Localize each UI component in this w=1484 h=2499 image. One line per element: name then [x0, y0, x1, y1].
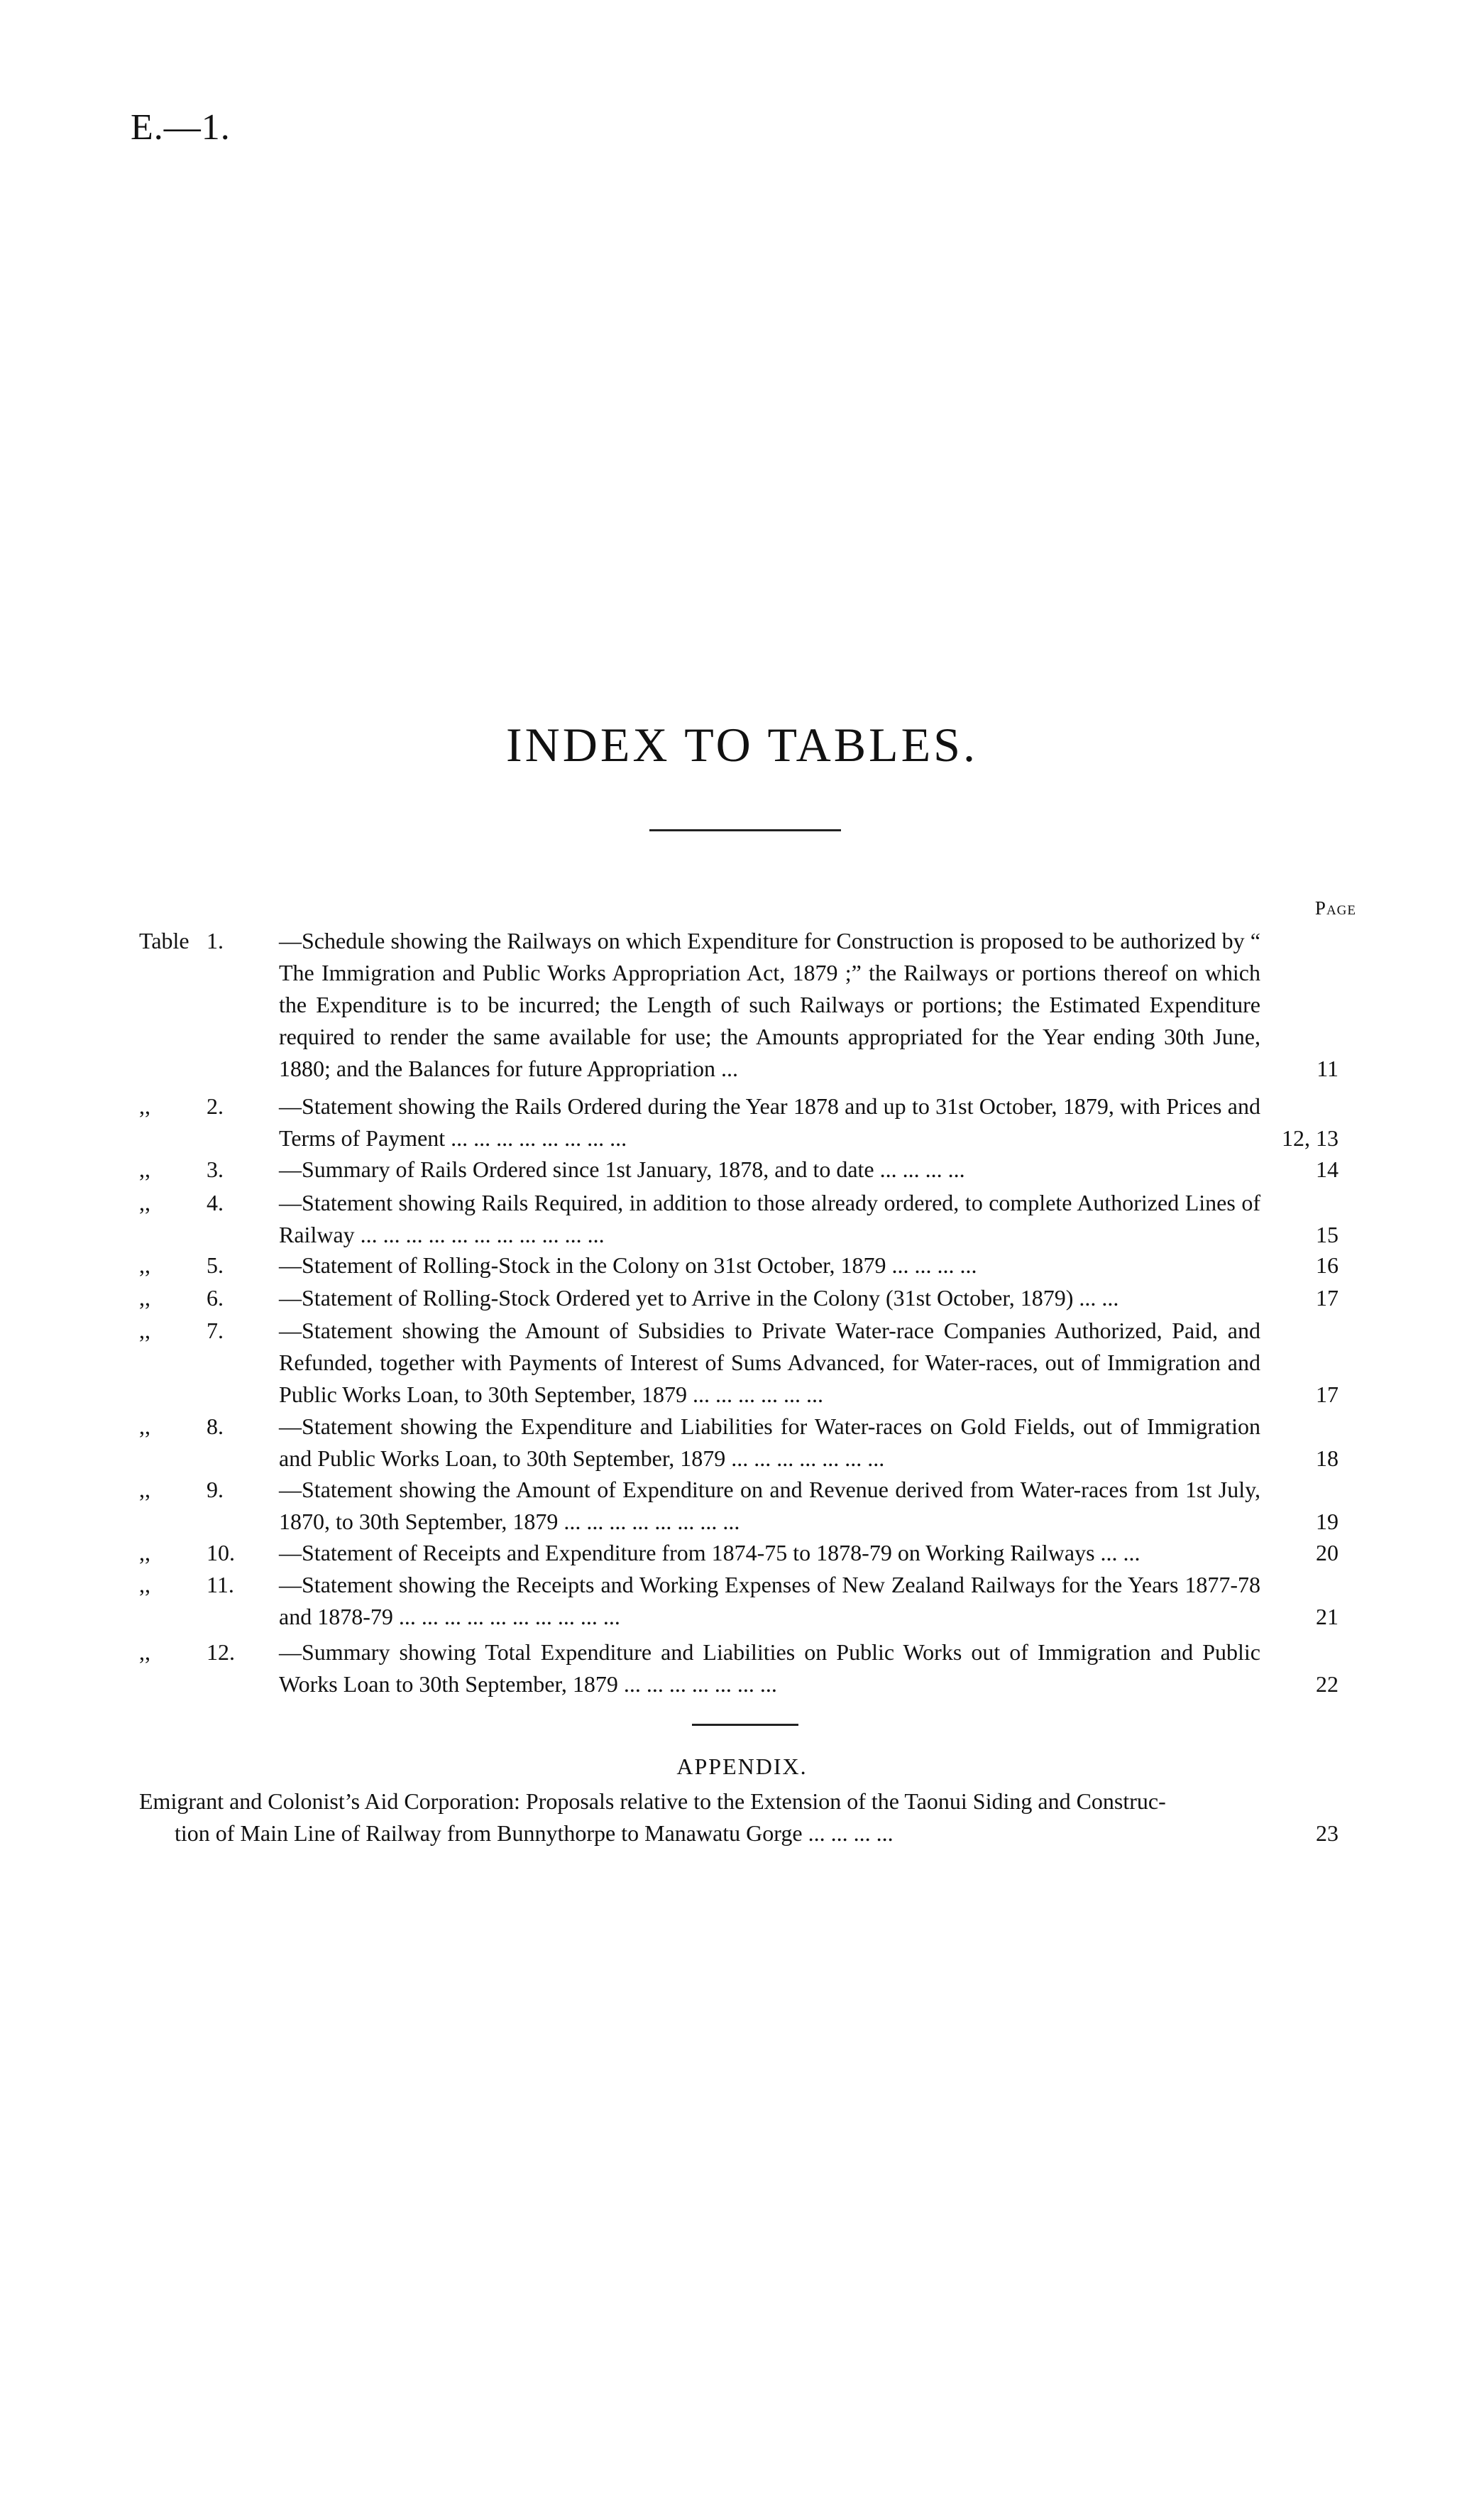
entry-prefix: Table	[139, 928, 189, 953]
entry-page: 22	[1316, 1671, 1339, 1697]
entry-description: —Statement showing Rails Required, in addition to those already ordered, to complete Authorized Lines of Railway ... ... ... ... ... ... ... ... ... ... ...	[279, 1190, 1260, 1247]
entry-page: 17	[1316, 1285, 1339, 1311]
table-entry-3	[139, 1154, 1339, 1186]
entry-number: 10.	[207, 1540, 235, 1565]
entry-prefix: ,,	[139, 1572, 150, 1597]
table-entry-1	[139, 925, 1339, 1085]
appendix-line-1: Emigrant and Colonist’s Aid Corporation: Proposals relative to the Extension of the Taonui Siding and Construc-	[139, 1788, 1166, 1814]
entry-prefix: ,,	[139, 1639, 150, 1665]
entry-description: —Statement showing the Expenditure and Liabilities for Water-races on Gold Fields, out of Immigration and Public Works Loan, to 30th September, 1879 ... ... ... ... ... ... ...	[279, 1413, 1260, 1471]
appendix-entry	[139, 1786, 1339, 1849]
entry-page: 20	[1316, 1540, 1339, 1565]
entry-page: 19	[1316, 1509, 1339, 1534]
entry-number: 4.	[207, 1190, 224, 1215]
entry-number: 12.	[207, 1639, 235, 1665]
entry-page: 15	[1316, 1222, 1339, 1247]
entry-description: —Statement showing the Amount of Subsidies to Private Water-race Companies Authorized, Paid, and Refunded, together with Payments of Interest of Sums Advanced, for Water-races, out of Immigration and Public Works Loan, to 30th September, 1879 ... ... ... ... ... ...	[279, 1318, 1260, 1407]
entry-number: 6.	[207, 1285, 224, 1311]
section-divider	[692, 1724, 798, 1726]
table-entry-11	[139, 1569, 1339, 1633]
entry-number: 5.	[207, 1252, 224, 1278]
entry-description: —Summary showing Total Expenditure and Liabilities on Public Works out of Immigration and Public Works Loan to 30th September, 1879 ... ... ... ... ... ... ...	[279, 1639, 1260, 1697]
entry-page: 21	[1316, 1604, 1339, 1629]
entry-description: —Statement showing the Amount of Expenditure on and Revenue derived from Water-races from 1st July, 1870, to 30th September, 1879 ... ... ... ... ... ... ... ...	[279, 1477, 1260, 1534]
table-entry-7	[139, 1315, 1339, 1411]
entry-page: 11	[1317, 1056, 1339, 1081]
entry-prefix: ,,	[139, 1413, 150, 1439]
entry-prefix: ,,	[139, 1285, 150, 1311]
document-reference: E.—1.	[131, 107, 231, 148]
entry-prefix: ,,	[139, 1190, 150, 1215]
table-entry-5	[139, 1250, 1339, 1281]
entry-description: —Statement showing the Receipts and Working Expenses of New Zealand Railways for the Years 1877-78 and 1878-79 ... ... ... ... ... ... ... ... ... ...	[279, 1572, 1260, 1629]
entry-number: 3.	[207, 1156, 224, 1182]
table-entry-12	[139, 1636, 1339, 1700]
entry-page: 12, 13	[1282, 1125, 1339, 1151]
entry-description: —Statement of Receipts and Expenditure from 1874-75 to 1878-79 on Working Railways ... ...	[279, 1540, 1141, 1565]
entry-description: —Statement of Rolling-Stock in the Colony on 31st October, 1879 ... ... ... ...	[279, 1252, 977, 1278]
entry-description: —Statement showing the Rails Ordered during the Year 1878 and up to 31st October, 1879, with Prices and Terms of Payment ... ... ... ... ... ... ... ...	[279, 1093, 1260, 1151]
page-column-heading: Page	[1314, 897, 1356, 919]
entry-prefix: ,,	[139, 1252, 150, 1278]
entry-number: 7.	[207, 1318, 224, 1343]
entry-description: —Schedule showing the Railways on which Expenditure for Construction is proposed to be authorized by “ The Immigration and Public Works Appropriation Act, 1879 ;” the Railways or portions thereof on which the Expenditure is to be incurred; the Length of such Railways or portions; the Estimated Expenditure required to render the same available for use; the Amounts appropriated for the Year ending 30th June, 1880; and the Balances for future Appropriation ...	[279, 928, 1260, 1081]
entry-number: 9.	[207, 1477, 224, 1502]
entry-number: 11.	[207, 1572, 234, 1597]
appendix-line-2: tion of Main Line of Railway from Bunnythorpe to Manawatu Gorge ... ... ... ...	[175, 1820, 894, 1846]
appendix-page: 23	[1316, 1820, 1339, 1846]
appendix-heading: APPENDIX.	[676, 1754, 808, 1779]
table-entry-6	[139, 1282, 1339, 1314]
entry-description: —Statement of Rolling-Stock Ordered yet to Arrive in the Colony (31st October, 1879) ... ...	[279, 1285, 1119, 1311]
table-entry-4	[139, 1187, 1339, 1251]
entry-page: 16	[1316, 1252, 1339, 1278]
table-entry-2	[139, 1090, 1339, 1154]
entry-page: 17	[1316, 1382, 1339, 1407]
entry-number: 1.	[207, 928, 224, 953]
table-entry-10	[139, 1537, 1339, 1569]
entry-page: 18	[1316, 1445, 1339, 1471]
entry-prefix: ,,	[139, 1540, 150, 1565]
entry-prefix: ,,	[139, 1093, 150, 1119]
table-entry-9	[139, 1474, 1339, 1538]
table-entry-8	[139, 1411, 1339, 1475]
entry-prefix: ,,	[139, 1156, 150, 1182]
entry-description: —Summary of Rails Ordered since 1st January, 1878, and to date ... ... ... ...	[279, 1156, 965, 1182]
entry-number: 8.	[207, 1413, 224, 1439]
entry-page: 14	[1316, 1156, 1339, 1182]
title-rule	[649, 829, 841, 831]
entry-prefix: ,,	[139, 1318, 150, 1343]
entry-number: 2.	[207, 1093, 224, 1119]
page-title: INDEX TO TABLES.	[506, 718, 978, 772]
entry-prefix: ,,	[139, 1477, 150, 1502]
